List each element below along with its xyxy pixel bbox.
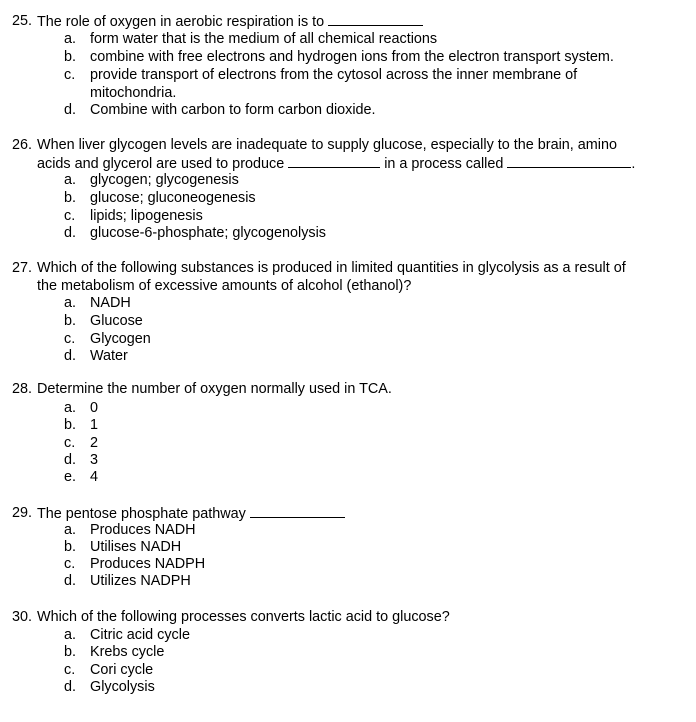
stem-line: The role of oxygen in aerobic respiration is to [37,14,325,30]
option-letter: c. [64,435,76,451]
option-letter: b. [64,644,77,660]
option-text: provide transport of electrons from the cytosol across the inner membrane of [90,67,578,83]
option-letter: d. [64,225,77,241]
option-text: 1 [90,417,99,433]
option-d[interactable] [0,225,696,243]
answer-blank[interactable] [288,155,380,168]
question-number: 27. [12,260,33,276]
option-letter: b. [64,539,77,555]
option-d[interactable] [0,679,696,697]
option-b[interactable] [0,190,696,208]
option-text: Utilizes NADPH [90,573,191,589]
option-letter: b. [64,49,77,65]
option-b[interactable] [0,313,696,331]
option-d[interactable] [0,573,696,591]
question-number: 28. [12,381,33,397]
option-b[interactable] [0,417,696,435]
option-text: glucose; gluconeogenesis [90,190,256,206]
stem-line: in a process called [384,155,504,172]
option-text: Combine with carbon to form carbon dioxide. [90,102,376,118]
option-text: Citric acid cycle [90,627,190,643]
option-text: 4 [90,469,99,485]
option-text: Glycogen [90,331,151,347]
question-text [37,137,677,173]
option-text: Cori cycle [90,662,154,678]
option-text: 2 [90,435,99,451]
option-a[interactable] [0,31,696,49]
option-letter: a. [64,172,77,188]
option-text: glycogen; glycogenesis [90,172,239,188]
option-text: glucose-6-phosphate; glycogenolysis [90,225,326,241]
option-letter: c. [64,662,76,678]
option-text: 3 [90,452,99,468]
option-letter: a. [64,31,77,47]
option-d[interactable] [0,102,696,120]
option-text: Krebs cycle [90,644,165,660]
question-text [37,505,677,524]
option-letter: b. [64,190,77,206]
option-letter: e. [64,469,77,485]
stem-line: acids and glycerol are used to produce [37,155,285,172]
option-text: Produces NADPH [90,556,206,572]
question-text [37,13,677,32]
answer-blank[interactable] [250,505,345,518]
option-text: Produces NADH [90,522,196,538]
question-number: 25. [12,13,33,29]
option-text-continued: mitochondria. [90,85,177,101]
option-d[interactable] [0,452,696,470]
option-c[interactable] [0,435,696,453]
option-b[interactable] [0,49,696,67]
stem-line: Which of the following substances is produced in limited quantities in glycolysis as a result of [37,260,626,276]
stem-line: When liver glycogen levels are inadequate to supply glucose, especially to the brain, amino [37,137,617,153]
question-number: 29. [12,505,33,521]
option-text: Water [90,348,128,364]
option-letter: d. [64,348,77,364]
option-letter: d. [64,452,77,468]
option-e[interactable] [0,469,696,487]
answer-blank[interactable] [328,13,423,26]
option-text: Utilises NADH [90,539,182,555]
option-letter: d. [64,102,77,118]
option-text: form water that is the medium of all chemical reactions [90,31,438,47]
option-letter: b. [64,313,77,329]
option-a[interactable] [0,400,696,418]
answer-blank[interactable] [507,155,631,168]
option-b[interactable] [0,644,696,662]
stem-line: The pentose phosphate pathway [37,506,246,522]
option-c[interactable] [0,67,696,85]
option-text: 0 [90,400,99,416]
option-letter: a. [64,522,77,538]
option-text: Glycolysis [90,679,155,695]
option-text: NADH [90,295,131,311]
option-letter: a. [64,295,77,311]
option-letter: b. [64,417,77,433]
question-number: 26. [12,137,33,153]
option-a[interactable] [0,627,696,645]
option-c[interactable] [0,331,696,349]
option-a[interactable] [0,522,696,540]
option-letter: a. [64,627,77,643]
option-letter: d. [64,679,77,695]
question-text [37,260,677,295]
option-b[interactable] [0,539,696,557]
stem-line: the metabolism of excessive amounts of alcohol (ethanol)? [37,277,412,294]
option-c[interactable] [0,556,696,574]
option-letter: c. [64,556,76,572]
option-letter: d. [64,573,77,589]
option-text: lipids; lipogenesis [90,208,203,224]
option-c-continued [0,85,696,103]
option-c[interactable] [0,208,696,226]
option-text: combine with free electrons and hydrogen ions from the electron transport system. [90,49,614,65]
option-a[interactable] [0,295,696,313]
option-d[interactable] [0,348,696,366]
question-text: Determine the number of oxygen normally used in TCA. [37,381,392,397]
option-text: Glucose [90,313,143,329]
option-letter: a. [64,400,77,416]
option-letter: c. [64,331,76,347]
option-letter: c. [64,208,76,224]
option-c[interactable] [0,662,696,680]
option-a[interactable] [0,172,696,190]
option-letter: c. [64,67,76,83]
question-text: Which of the following processes converts lactic acid to glucose? [37,609,450,625]
question-number: 30. [12,609,33,625]
stem-period: . [631,155,636,172]
